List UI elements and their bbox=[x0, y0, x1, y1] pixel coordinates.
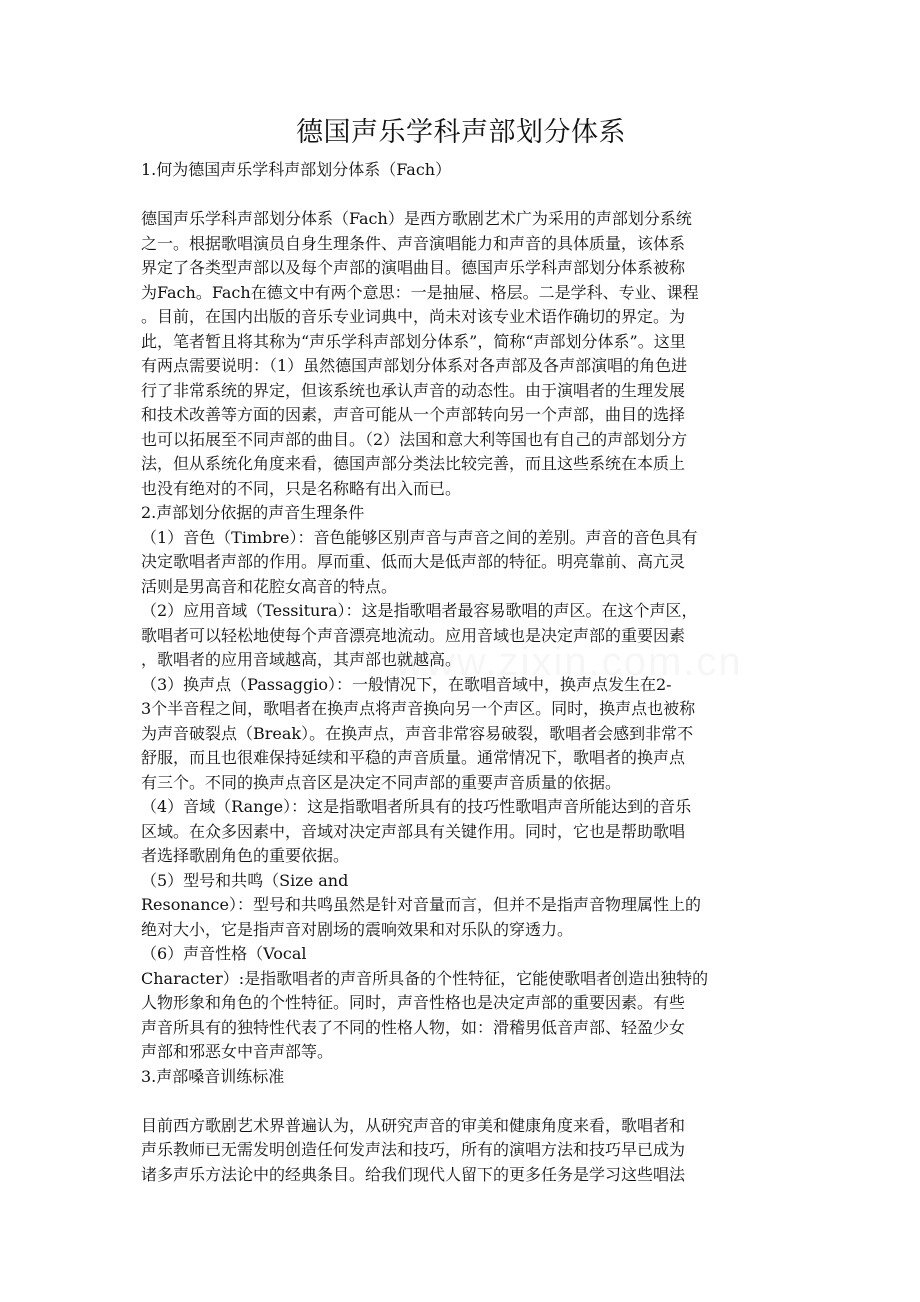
text-line: 此，笔者暂且将其称为“声乐学科声部划分体系”，简称“声部划分体系”。这里 bbox=[141, 331, 686, 351]
text-line: 之一。根据歌唱演员自身生理条件、声音演唱能力和声音的具体质量，该体系 bbox=[141, 233, 686, 253]
text-line: 3.声部嗓音训练标准 bbox=[141, 1066, 285, 1086]
text-line: （3）换声点（Passaggio）：一般情况下，在歌唱音域中，换声点发生在2- bbox=[141, 674, 672, 694]
text-line: 也可以拓展至不同声部的曲目。（2）法国和意大利等国也有自己的声部划分方 bbox=[141, 429, 688, 449]
text-line: 行了非常系统的界定，但该系统也承认声音的动态性。由于演唱者的生理发展 bbox=[141, 380, 686, 400]
text-line: （1）音色（Timbre）：音色能够区别声音与声音之间的差别。声音的音色具有 bbox=[141, 527, 698, 547]
text-line: 有三个。不同的换声点音区是决定不同声部的重要声音质量的依据。 bbox=[141, 772, 622, 792]
text-line: 声部和邪恶女中音声部等。 bbox=[141, 1042, 334, 1061]
text-line: 为声音破裂点（Break）。在换声点，声音非常容易破裂，歌唱者会感到非常不 bbox=[141, 723, 694, 743]
text-line: 人物形象和角色的个性特征。同时，声音性格也是决定声部的重要因素。有些 bbox=[141, 993, 686, 1012]
text-line: 有两点需要说明：（1）虽然德国声部划分体系对各声部及各声部演唱的角色进 bbox=[141, 356, 688, 375]
text-line: 歌唱者可以轻松地使每个声音漂亮地流动。应用音域也是决定声部的重要因素 bbox=[141, 625, 686, 645]
text-lines bbox=[141, 158, 781, 1187]
text-line: （6）声音性格（Vocal bbox=[141, 944, 307, 963]
text-line: （2）应用音域（Tessitura）：这是指歌唱者最容易歌唱的声区。在这个声区， bbox=[141, 601, 698, 620]
text-line: 。目前，在国内出版的音乐专业词典中，尚未对该专业术语作确切的界定。为 bbox=[141, 307, 686, 326]
text-line: 界定了各类型声部以及每个声部的演唱曲目。德国声乐学科声部划分体系被称 bbox=[141, 258, 686, 277]
text-line: Resonance）：型号和共鸣虽然是针对音量而言，但并不是指声音物理属性上的 bbox=[141, 895, 701, 914]
text-line: 和技术改善等方面的因素，声音可能从一个声部转向另一个声部，曲目的选择 bbox=[141, 405, 686, 424]
text-line: （4）音域（Range）：这是指歌唱者所具有的技巧性歌唱声音所能达到的音乐 bbox=[141, 797, 692, 816]
text-line: 声乐教师已无需发明创造任何发声法和技巧，所有的演唱方法和技巧早已成为 bbox=[141, 1140, 686, 1159]
text-line: 区域。在众多因素中，音域对决定声部具有关键作用。同时，它也是帮助歌唱 bbox=[141, 821, 686, 841]
text-line: 舒服，而且也很难保持延续和平稳的声音质量。通常情况下，歌唱者的换声点 bbox=[141, 748, 686, 767]
text-line: 为Fach。Fach在德文中有两个意思：一是抽屉、格层。二是学科、专业、课程 bbox=[141, 282, 699, 302]
blank-line bbox=[141, 183, 781, 208]
blank-line bbox=[141, 1089, 781, 1114]
text-line: 活则是男高音和花腔女高音的特点。 bbox=[141, 576, 398, 596]
text-line: 目前西方歌剧艺术界普遍认为，从研究声音的审美和健康角度来看，歌唱者和 bbox=[141, 1115, 686, 1135]
text-line: 法，但从系统化角度来看，德国声部分类法比较完善，而且这些系统在本质上 bbox=[141, 454, 686, 473]
text-line: 诸多声乐方法论中的经典条目。给我们现代人留下的更多任务是学习这些唱法 bbox=[141, 1164, 686, 1184]
text-line: 决定歌唱者声部的作用。厚而重、低而大是低声部的特征。明亮靠前、高亢灵 bbox=[141, 552, 686, 571]
document-title: 德国声乐学科声部划分体系 bbox=[296, 117, 626, 148]
text-line: 1.何为德国声乐学科声部划分体系（Fach） bbox=[141, 160, 452, 179]
text-line: ，歌唱者的应用音域越高，其声部也就越高。 bbox=[141, 650, 462, 669]
text-line: 3个半音程之间，歌唱者在换声点将声音换向另一个声区。同时，换声点也被称 bbox=[141, 699, 696, 718]
text-line: Character）:是指歌唱者的声音所具备的个性特征，它能使歌唱者创造出独特的 bbox=[141, 968, 709, 988]
text-line: （5）型号和共鸣（Size and bbox=[141, 870, 349, 890]
document-body bbox=[141, 112, 781, 1187]
text-line: 绝对大小，它是指声音对剧场的震响效果和对乐队的穿透力。 bbox=[141, 919, 574, 939]
text-line: 2.声部划分依据的声音生理条件 bbox=[141, 503, 365, 522]
text-line: 也没有绝对的不同，只是名称略有出入而已。 bbox=[141, 478, 462, 498]
text-line: 者选择歌剧角色的重要依据。 bbox=[141, 846, 350, 865]
text-line: 声音所具有的独特性代表了不同的性格人物，如：滑稽男低音声部、轻盈少女 bbox=[141, 1017, 686, 1037]
text-line: 德国声乐学科声部划分体系（Fach）是西方歌剧艺术广为采用的声部划分系统 bbox=[141, 209, 692, 228]
